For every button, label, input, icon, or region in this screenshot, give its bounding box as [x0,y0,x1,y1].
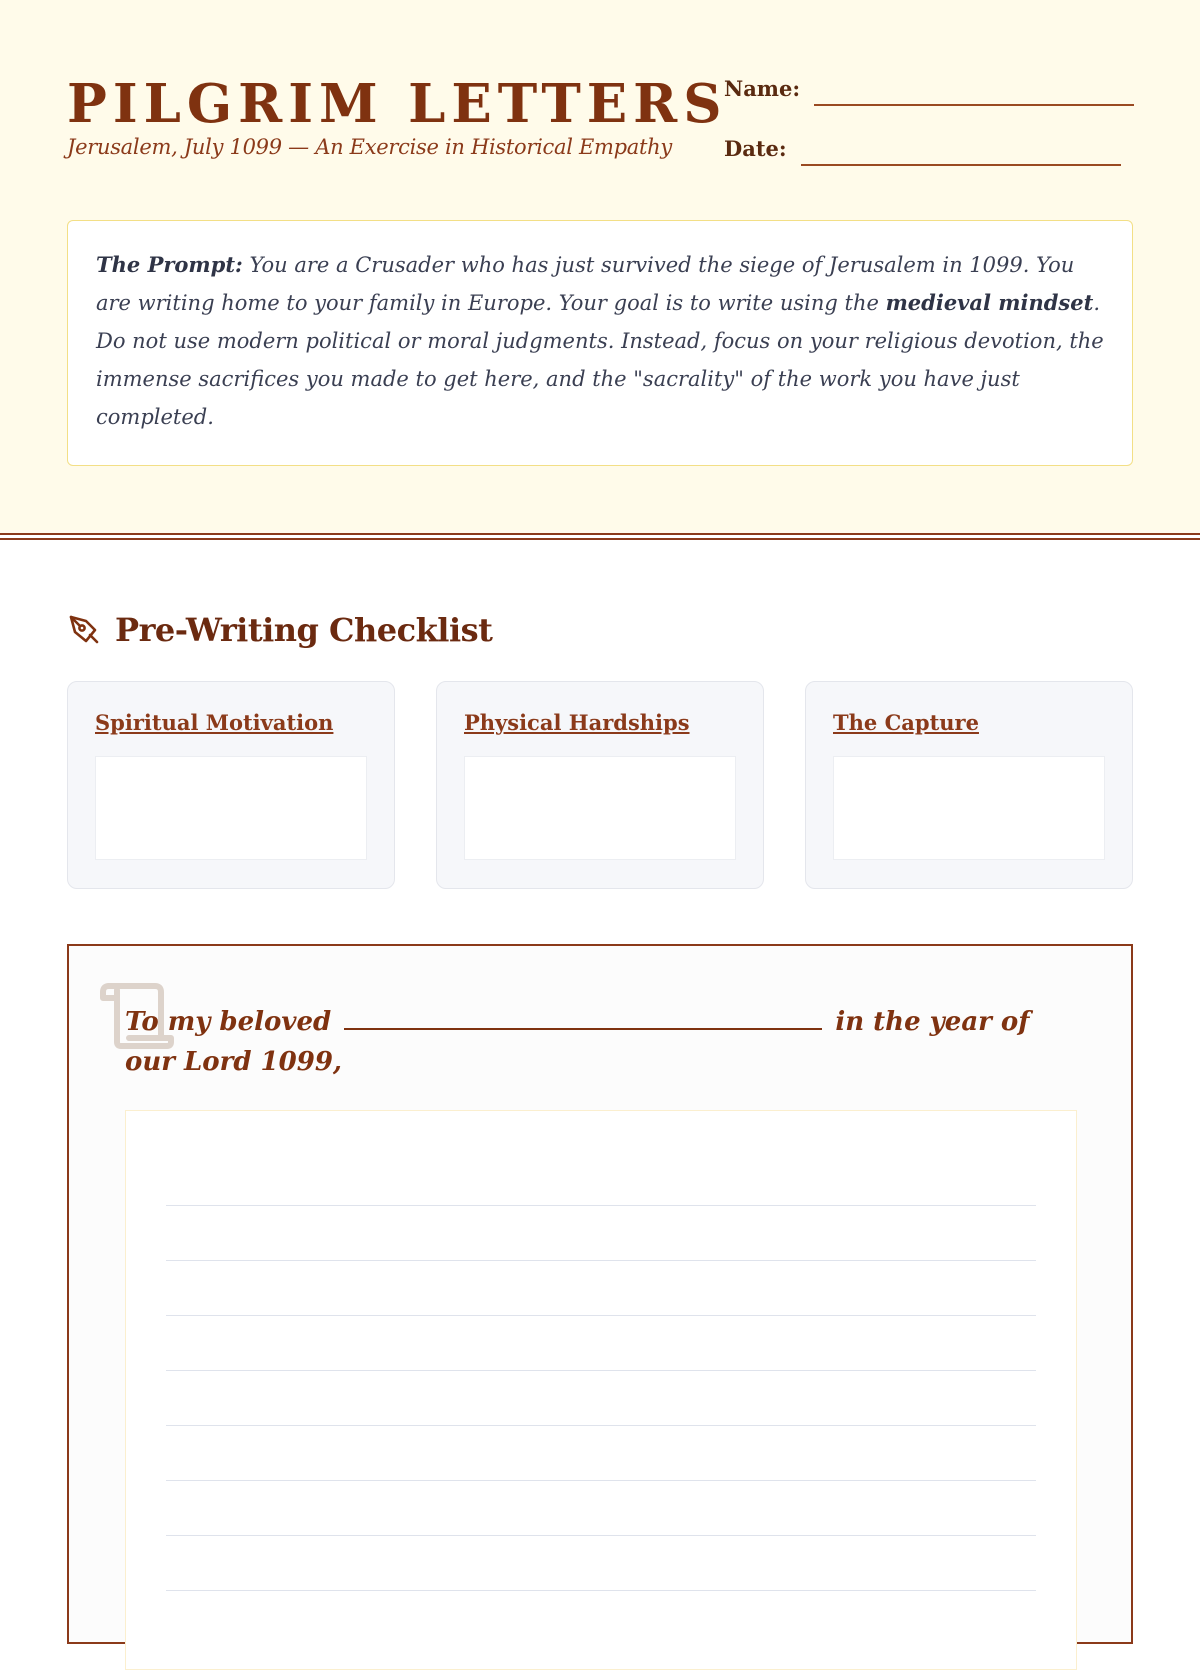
writing-line [166,1590,1036,1591]
writing-line [166,1315,1036,1316]
writing-line [166,1480,1036,1481]
prompt-emphasis: medieval mindset [885,290,1094,315]
checklist-card-spiritual [67,681,395,889]
name-field[interactable] [814,104,1134,106]
writing-line [166,1205,1036,1206]
letter-writing-area[interactable] [125,1110,1077,1670]
writing-line [166,1260,1036,1261]
letter-salutation [125,1002,1085,1082]
card-notes-field[interactable] [833,756,1105,860]
checklist-header [67,606,492,654]
checklist-title: Pre-Writing Checklist [115,611,493,649]
prompt-lead: The Prompt: [96,252,243,277]
header-banner [0,0,1200,535]
page-subtitle: Jerusalem, July 1099 — An Exercise in Historical Empathy [67,135,672,159]
name-label: Name: [724,76,801,101]
letter-section [67,944,1133,1644]
writing-line [166,1425,1036,1426]
writing-line [166,1370,1036,1371]
card-title: Spiritual Motivation [95,710,334,735]
feather-pen-icon [67,613,101,647]
salutation-end: in the year of our Lord 1099, [125,1007,1030,1077]
salutation-start: To my beloved [125,1007,332,1037]
recipient-field[interactable] [344,1006,822,1030]
prompt-text-2: . Do not use modern political or moral judgments. Instead, focus on your religious devotion, the immense sacrifices you made to get here, and the "sacrality" of the work you have just completed. [96,291,1104,429]
prompt-box [67,220,1133,466]
writing-line [166,1535,1036,1536]
card-notes-field[interactable] [95,756,367,860]
page-title: PILGRIM LETTERS [67,73,728,135]
date-field[interactable] [801,164,1121,166]
header-divider [0,538,1200,540]
checklist-card-hardships [436,681,764,889]
prompt-text-1: You are a Crusader who has just survived the siege of Jerusalem in 1099. You are writing home to your family in Europe. Your goal is to write using the [96,253,1075,315]
checklist-card-capture [805,681,1133,889]
date-label: Date: [724,136,787,161]
card-notes-field[interactable] [464,756,736,860]
card-title: Physical Hardships [464,710,690,735]
card-title: The Capture [833,710,979,735]
